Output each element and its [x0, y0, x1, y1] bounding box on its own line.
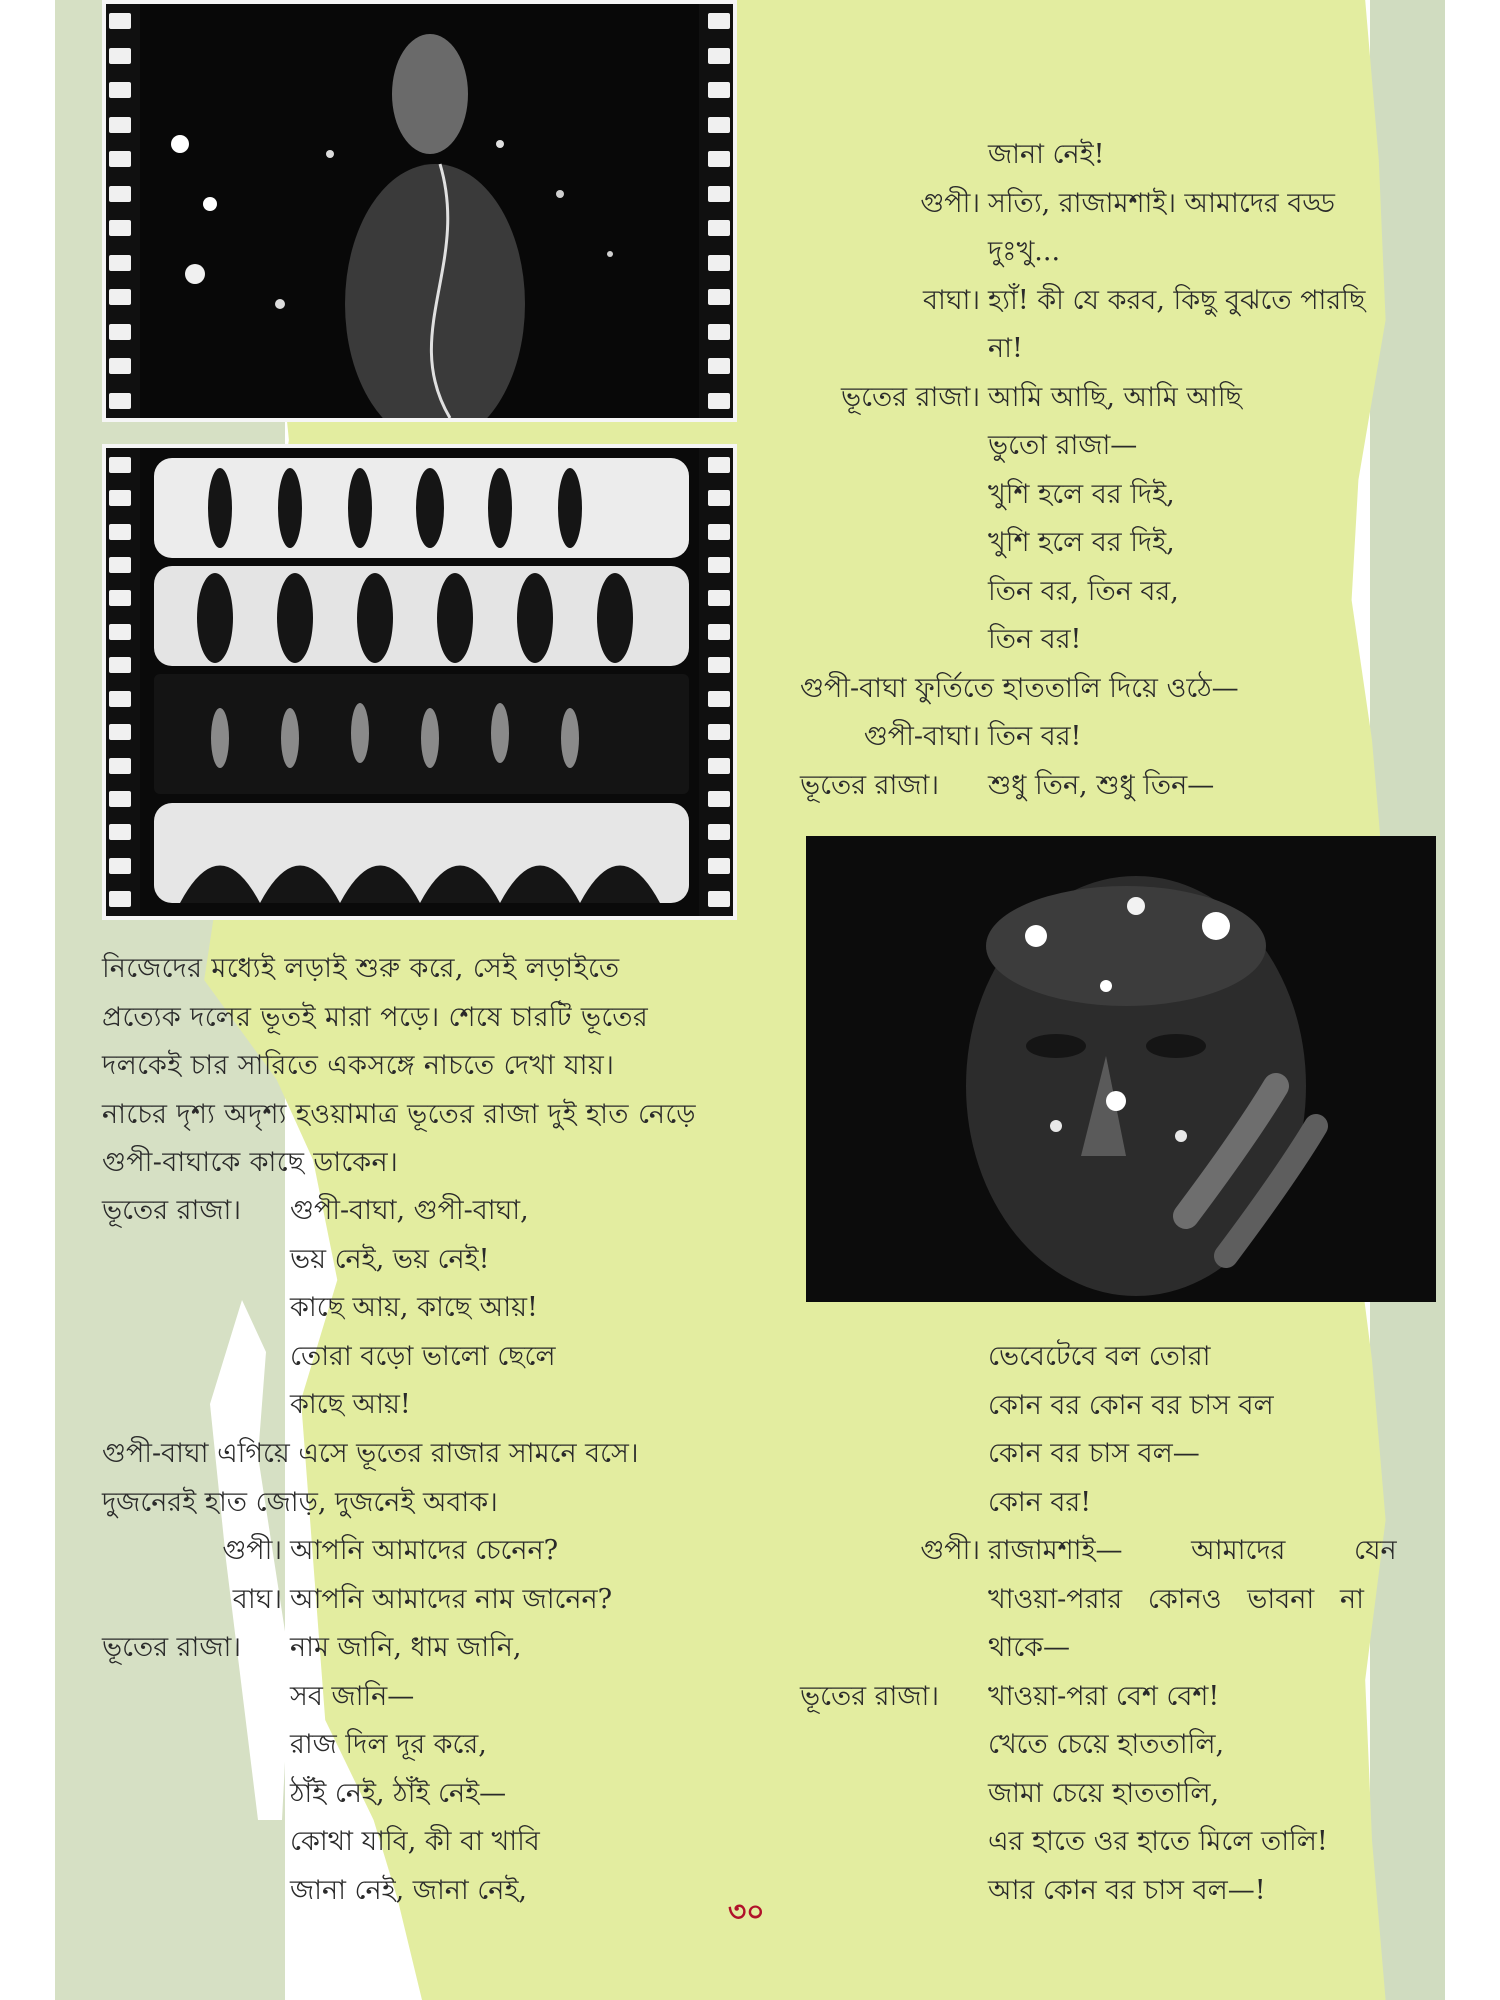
- dialogue-line: তোরা বড়ো ভালো ছেলে: [290, 1340, 556, 1372]
- speaker-label: ভূতের রাজা।: [102, 1632, 241, 1663]
- dialogue-line: তিন বর!: [988, 721, 1082, 752]
- dialogue-line: ঠাঁই নেই, ঠাঁই নেই—: [290, 1777, 507, 1809]
- sprocket-holes-right: [708, 4, 730, 418]
- dialogue-line: জানা নেই!: [988, 139, 1105, 170]
- sprocket-holes-right: [708, 448, 730, 916]
- speaker-label: গুপী-বাঘা।: [863, 721, 980, 752]
- left-dialogue-1: [102, 1187, 742, 1430]
- speaker-label: বাঘা।: [922, 284, 980, 316]
- dialogue-line: সব জানি—: [290, 1680, 415, 1712]
- film-still-ghost-king: [140, 4, 699, 418]
- sprocket-holes-left: [109, 4, 131, 418]
- narration-line: দলকেই চার সারিতে একসঙ্গে নাচতে দেখা যায়।: [102, 1050, 615, 1081]
- ghost-king-face: [806, 836, 1436, 1302]
- narration-line: নাচের দৃশ্য অদৃশ্য হওয়ামাত্র ভূতের রাজা দুই হাত নেড়ে: [102, 1098, 696, 1130]
- narration-line: প্রত্যেক দলের ভূতই মারা পড়ে। শেষে চারটি ভূতের: [102, 1001, 649, 1033]
- left-narration-block: [102, 945, 742, 1188]
- film-strip-dance: [102, 444, 737, 920]
- dialogue-line: রাজ দিল দূর করে,: [290, 1729, 487, 1760]
- dialogue-line: আমি আছি, আমি আছি: [988, 381, 1242, 413]
- sprocket-holes-left: [109, 448, 131, 916]
- speaker-label: বাঘ।: [232, 1583, 282, 1615]
- speaker-label: ভূতের রাজা।: [841, 381, 980, 413]
- dialogue-line: খুশি হলে বর দিই,: [988, 478, 1175, 510]
- narration-line: গুপী-বাঘাকে কাছে ডাকেন।: [102, 1147, 399, 1178]
- dialogue-line: কোথা যাবি, কী বা খাবি: [290, 1826, 540, 1857]
- dialogue-line: রাজামশাই— আমাদের যেন: [988, 1535, 1397, 1566]
- speaker-label: গুপী।: [920, 1535, 980, 1566]
- dialogue-line: ভয় নেই, ভয় নেই!: [290, 1243, 490, 1275]
- ghost-king-closeup-photo: [806, 836, 1436, 1302]
- left-narration-2: [102, 1430, 742, 1527]
- dialogue-line: তিন বর, তিন বর,: [988, 575, 1179, 607]
- speaker-label: গুপী।: [222, 1535, 282, 1566]
- speaker-label: ভূতের রাজা।: [800, 769, 939, 801]
- right-dialogue-bottom: [800, 1333, 1440, 1915]
- dialogue-line: খাওয়া-পরা বেশ বেশ!: [988, 1680, 1220, 1712]
- dialogue-line: না!: [988, 333, 1023, 364]
- speaker-label: ভূতের রাজা।: [800, 1680, 939, 1712]
- speaker-label: গুপী।: [920, 187, 980, 219]
- dialogue-line: আপনি আমাদের নাম জানেন?: [290, 1583, 613, 1615]
- dialogue-line: কোন বর চাস বল—: [988, 1438, 1200, 1469]
- narration-line: দুজনেরই হাত জোড়, দুজনেই অবাক।: [102, 1486, 498, 1518]
- dialogue-line: এর হাতে ওর হাতে মিলে তালি!: [988, 1826, 1328, 1857]
- dialogue-line: খেতে চেয়ে হাততালি,: [988, 1729, 1225, 1760]
- narration-line: নিজেদের মধ্যেই লড়াই শুরু করে, সেই লড়াইতে: [102, 953, 620, 984]
- left-dialogue-2: [102, 1527, 742, 1915]
- film-strip-top: [102, 0, 737, 422]
- dialogue-line: তিন বর!: [988, 624, 1082, 655]
- dialogue-line: সত্যি, রাজামশাই। আমাদের বড্ড: [988, 187, 1335, 219]
- dialogue-line: জামা চেয়ে হাততালি,: [988, 1777, 1220, 1809]
- dialogue-line: নাম জানি, ধাম জানি,: [290, 1632, 522, 1663]
- dialogue-line: দুঃখু...: [988, 236, 1061, 267]
- dialogue-line: কাছে আয়, কাছে আয়!: [290, 1292, 538, 1323]
- film-still-ghost-dance: [140, 448, 699, 916]
- dialogue-line: জানা নেই, জানা নেই,: [290, 1874, 528, 1906]
- dialogue-line: ভুতো রাজা—: [988, 430, 1138, 461]
- dialogue-line: ভেবেটেবে বল তোরা: [988, 1341, 1211, 1372]
- dialogue-line: শুধু তিন, শুধু তিন—: [988, 769, 1215, 801]
- stage-direction: গুপী-বাঘা ফুর্তিতে হাততালি দিয়ে ওঠে—: [800, 672, 1239, 704]
- ghost-dance-rows: [140, 448, 699, 916]
- dialogue-line: হ্যাঁ! কী যে করব, কিছু বুঝতে পারছি: [988, 284, 1366, 316]
- dialogue-line: খুশি হলে বর দিই,: [988, 527, 1175, 558]
- narration-line: গুপী-বাঘা এগিয়ে এসে ভূতের রাজার সামনে বসে।: [102, 1438, 639, 1469]
- dialogue-line: খাওয়া-পরার কোনও ভাবনা না: [988, 1583, 1364, 1615]
- dialogue-line: কোন বর!: [988, 1486, 1092, 1518]
- page-number: ৩০: [728, 1895, 765, 1928]
- dialogue-line: কাছে আয়!: [290, 1389, 411, 1420]
- dialogue-line: আর কোন বর চাস বল—!: [988, 1874, 1266, 1906]
- ghost-king-figure: [140, 4, 699, 418]
- speaker-label: ভূতের রাজা।: [102, 1195, 241, 1226]
- dialogue-line: আপনি আমাদের চেনেন?: [290, 1535, 559, 1566]
- dialogue-line: গুপী-বাঘা, গুপী-বাঘা,: [290, 1195, 529, 1226]
- right-dialogue-top: [800, 131, 1440, 810]
- dialogue-line: থাকে—: [988, 1632, 1071, 1663]
- dialogue-line: কোন বর কোন বর চাস বল: [988, 1389, 1274, 1421]
